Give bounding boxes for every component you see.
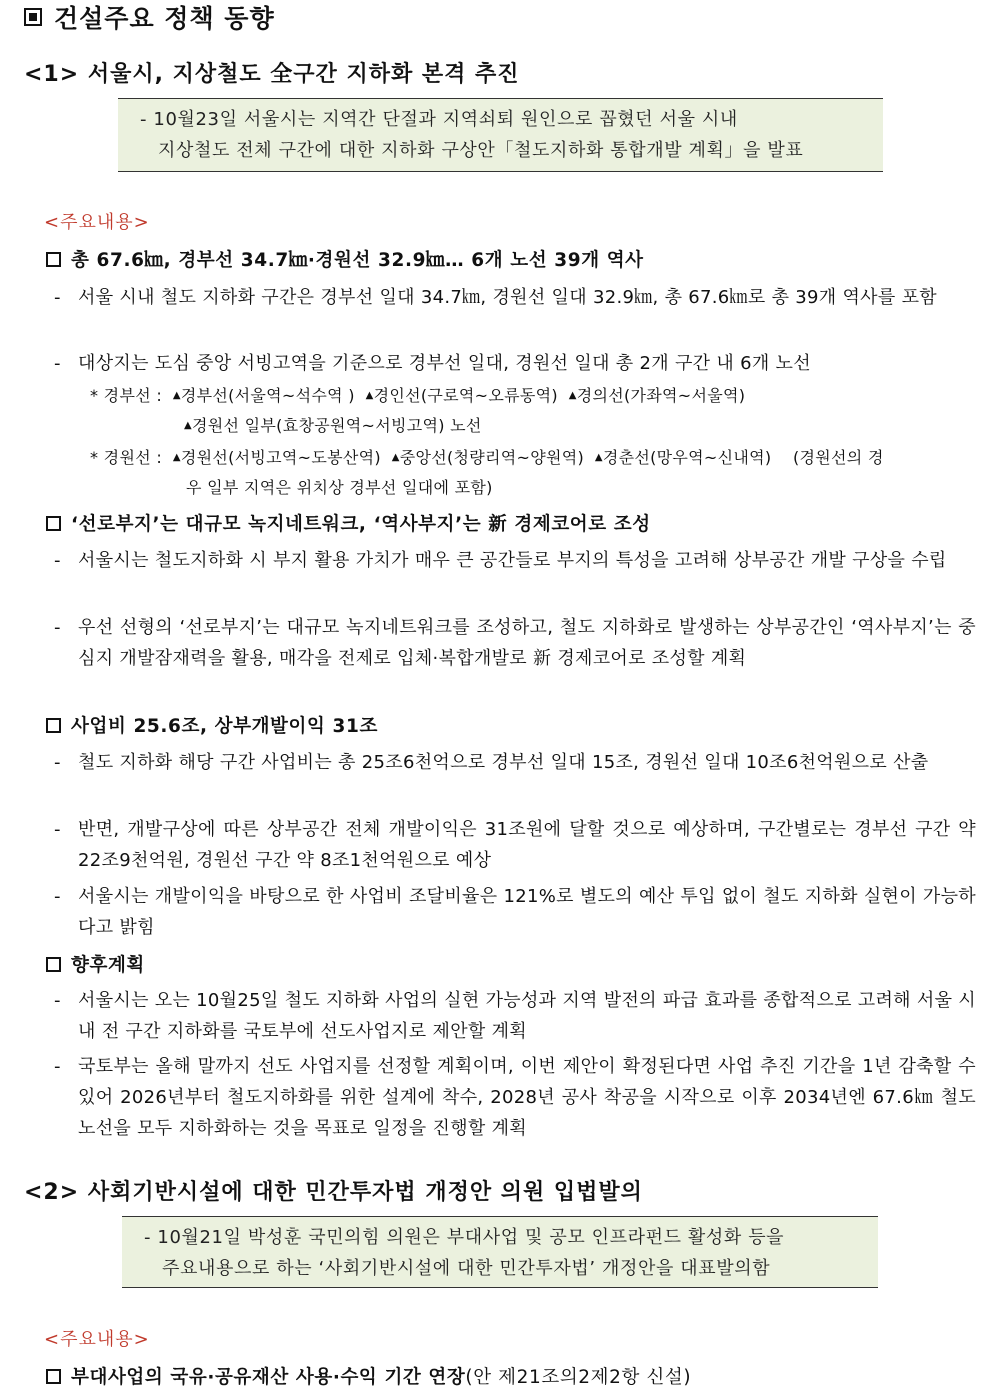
note-gyeongbu bbox=[90, 381, 745, 411]
summary-line-1: - 10월23일 서울시는 지역간 단절과 지역쇠퇴 원인으로 꼽혔던 서울 시내 bbox=[140, 109, 738, 130]
topic-heading-text: 총 67.6㎞, 경부선 34.7㎞·경원선 32.9㎞… 6개 노선 39개 역사 bbox=[71, 250, 644, 271]
list-item: - 서울시는 개발이익을 바탕으로 한 사업비 조달비율은 121%로 별도의 예산 투입 없이 철도 지하화 실현이 가능하다고 밝힘 bbox=[54, 881, 976, 943]
note-gyeongwon bbox=[90, 443, 884, 473]
page-title bbox=[24, 0, 275, 34]
main-content-label: <주요내용> bbox=[44, 1329, 150, 1350]
summary-line-1: - 10월21일 박성훈 국민의힘 의원은 부대사업 및 공모 인프라펀드 활성화 등을 bbox=[144, 1227, 785, 1248]
triangle-bullet-icon: ▲ bbox=[391, 452, 400, 463]
triangle-bullet-icon: ▲ bbox=[172, 390, 181, 401]
topic-heading bbox=[46, 510, 651, 536]
note-entry: 경의선(가좌역~서울역) bbox=[576, 386, 746, 405]
topic-heading-sub: (안 제21조의2제2항 신설) bbox=[465, 1367, 692, 1388]
topic-heading bbox=[46, 951, 145, 977]
topic-heading bbox=[46, 712, 378, 738]
list-item-text: 반면, 개발구상에 따른 상부공간 전체 개발이익은 31조원에 달할 것으로 예상하며, 구간별로는 경부선 구간 약 22조9천억원, 경원선 구간 약 8조1천억원으로 예상 bbox=[78, 819, 976, 871]
square-bullet-icon bbox=[24, 8, 42, 26]
checkbox-square-icon bbox=[46, 516, 61, 531]
list-item: - 철도 지하화 해당 구간 사업비는 총 25조6천억으로 경부선 일대 15조, 경원선 일대 10조6천억원으로 산출 bbox=[54, 747, 976, 778]
note-tail: (경원선의 경 bbox=[793, 448, 884, 467]
topic-heading bbox=[46, 246, 644, 272]
note-entry: 경원선 일부(효창공원역~서빙고역) 노선 bbox=[192, 416, 482, 435]
list-item: - 서울시는 철도지하화 시 부지 활용 가치가 매우 큰 공간들로 부지의 특성을 고려해 상부공간 개발 구상을 수립 bbox=[54, 545, 976, 576]
triangle-bullet-icon: ▲ bbox=[172, 452, 181, 463]
note-entry: 경원선(서빙고역~도봉산역) bbox=[180, 448, 381, 467]
list-item: - 국토부는 올해 말까지 선도 사업지를 선정할 계획이며, 이번 제안이 확정된다면 사업 추진 기간을 1년 감축할 수 있어 2026년부터 철도지하화를 위한 설계에 착수, 2028년 공사 착공을 시작으로 이후 2034년엔 67.6㎞ 철도 노선을 모두 지하화하는 것을 목표로 일정을 진행할 계획 bbox=[54, 1051, 976, 1144]
note-gyeongwon-cont: 우 일부 지역은 위치상 경부선 일대에 포함) bbox=[186, 478, 493, 497]
triangle-bullet-icon: ▲ bbox=[594, 452, 603, 463]
topic-heading-text: ‘선로부지’는 대규모 녹지네트워크, ‘역사부지’는 新 경제코어로 조성 bbox=[71, 514, 651, 535]
section-2-summary-box bbox=[122, 1216, 878, 1288]
checkbox-square-icon bbox=[46, 252, 61, 267]
note-label: * 경원선 : bbox=[90, 448, 163, 467]
list-item: - 반면, 개발구상에 따른 상부공간 전체 개발이익은 31조원에 달할 것으로 예상하며, 구간별로는 경부선 구간 약 22조9천억원, 경원선 구간 약 8조1천억원으로 예상 bbox=[54, 814, 976, 876]
note-entry: 경부선(서울역~석수역 ) bbox=[180, 386, 355, 405]
checkbox-square-icon bbox=[46, 957, 61, 972]
topic-heading bbox=[46, 1363, 691, 1389]
note-entry: 경인선(구로역~오류동역) bbox=[373, 386, 558, 405]
list-item-text: 서울시는 철도지하화 시 부지 활용 가치가 매우 큰 공간들로 부지의 특성을 고려해 상부공간 개발 구상을 수립 bbox=[78, 550, 947, 571]
section-1-heading: <1> 서울시, 지상철도 全구간 지하화 본격 추진 bbox=[24, 62, 520, 87]
section-2-heading: <2> 사회기반시설에 대한 민간투자법 개정안 의원 입법발의 bbox=[24, 1180, 643, 1205]
topic-heading-text: 향후계획 bbox=[71, 955, 145, 976]
list-item-text: 서울시는 오는 10월25일 철도 지하화 사업의 실현 가능성과 지역 발전의 파급 효과를 종합적으로 고려해 서울 시내 전 구간 지하화를 국토부에 선도사업지로 제안할 계획 bbox=[78, 990, 976, 1042]
summary-line-2: 지상철도 전체 구간에 대한 지하화 구상안「철도지하화 통합개발 계획」을 발표 bbox=[158, 140, 804, 161]
note-gyeongbu-cont bbox=[184, 411, 482, 441]
list-item: - 대상지는 도심 중앙 서빙고역을 기준으로 경부선 일대, 경원선 일대 총 2개 구간 내 6개 노선 bbox=[54, 348, 976, 379]
topic-heading-text: 부대사업의 국유·공유재산 사용·수익 기간 연장 bbox=[71, 1367, 466, 1388]
list-item: - 서울 시내 철도 지하화 구간은 경부선 일대 34.7㎞, 경원선 일대 32.9㎞, 총 67.6㎞로 총 39개 역사를 포함 bbox=[54, 282, 976, 313]
note-entry: 중앙선(청량리역~양원역) bbox=[399, 448, 585, 467]
note-label: * 경부선 : bbox=[90, 386, 163, 405]
note-entry: 경춘선(망우역~신내역) bbox=[602, 448, 772, 467]
list-item-text: 우선 선형의 ‘선로부지’는 대규모 녹지네트워크를 조성하고, 철도 지하화로 발생하는 상부공간인 ‘역사부지’는 중심지 개발잠재력을 활용, 매각을 전제로 입체·복합개발로 新 경제코어로 조성할 계획 bbox=[78, 617, 976, 669]
list-item-text: 철도 지하화 해당 구간 사업비는 총 25조6천억으로 경부선 일대 15조, 경원선 일대 10조6천억원으로 산출 bbox=[78, 752, 929, 773]
list-item-text: 대상지는 도심 중앙 서빙고역을 기준으로 경부선 일대, 경원선 일대 총 2개 구간 내 6개 노선 bbox=[78, 353, 811, 374]
list-item-text: 국토부는 올해 말까지 선도 사업지를 선정할 계획이며, 이번 제안이 확정된다면 사업 추진 기간을 1년 감축할 수 있어 2026년부터 철도지하화를 위한 설계에 착수, 2028년 공사 착공을 시작으로 이후 2034년엔 67.6㎞ 철도 노선을 모두 지하화하는 것을 목표로 일정을 진행할 계획 bbox=[78, 1056, 976, 1139]
topic-heading-text: 사업비 25.6조, 상부개발이익 31조 bbox=[71, 716, 378, 737]
list-item-text: 서울시는 개발이익을 바탕으로 한 사업비 조달비율은 121%로 별도의 예산 투입 없이 철도 지하화 실현이 가능하다고 밝힘 bbox=[78, 886, 976, 938]
list-item: - 우선 선형의 ‘선로부지’는 대규모 녹지네트워크를 조성하고, 철도 지하화로 발생하는 상부공간인 ‘역사부지’는 중심지 개발잠재력을 활용, 매각을 전제로 입체·복합개발로 新 경제코어로 조성할 계획 bbox=[54, 612, 976, 674]
triangle-bullet-icon: ▲ bbox=[184, 420, 192, 431]
summary-line-2: 주요내용으로 하는 ‘사회기반시설에 대한 민간투자법’ 개정안을 대표발의함 bbox=[162, 1258, 771, 1279]
triangle-bullet-icon: ▲ bbox=[365, 390, 374, 401]
checkbox-square-icon bbox=[46, 718, 61, 733]
checkbox-square-icon bbox=[46, 1369, 61, 1384]
main-content-label: <주요내용> bbox=[44, 212, 150, 233]
list-item: - 서울시는 오는 10월25일 철도 지하화 사업의 실현 가능성과 지역 발전의 파급 효과를 종합적으로 고려해 서울 시내 전 구간 지하화를 국토부에 선도사업지로 제안할 계획 bbox=[54, 985, 976, 1047]
section-1-summary-box bbox=[118, 98, 883, 172]
triangle-bullet-icon: ▲ bbox=[568, 390, 577, 401]
list-item-text: 서울 시내 철도 지하화 구간은 경부선 일대 34.7㎞, 경원선 일대 32.9㎞, 총 67.6㎞로 총 39개 역사를 포함 bbox=[78, 287, 937, 308]
page-title-text: 건설주요 정책 동향 bbox=[54, 4, 275, 33]
